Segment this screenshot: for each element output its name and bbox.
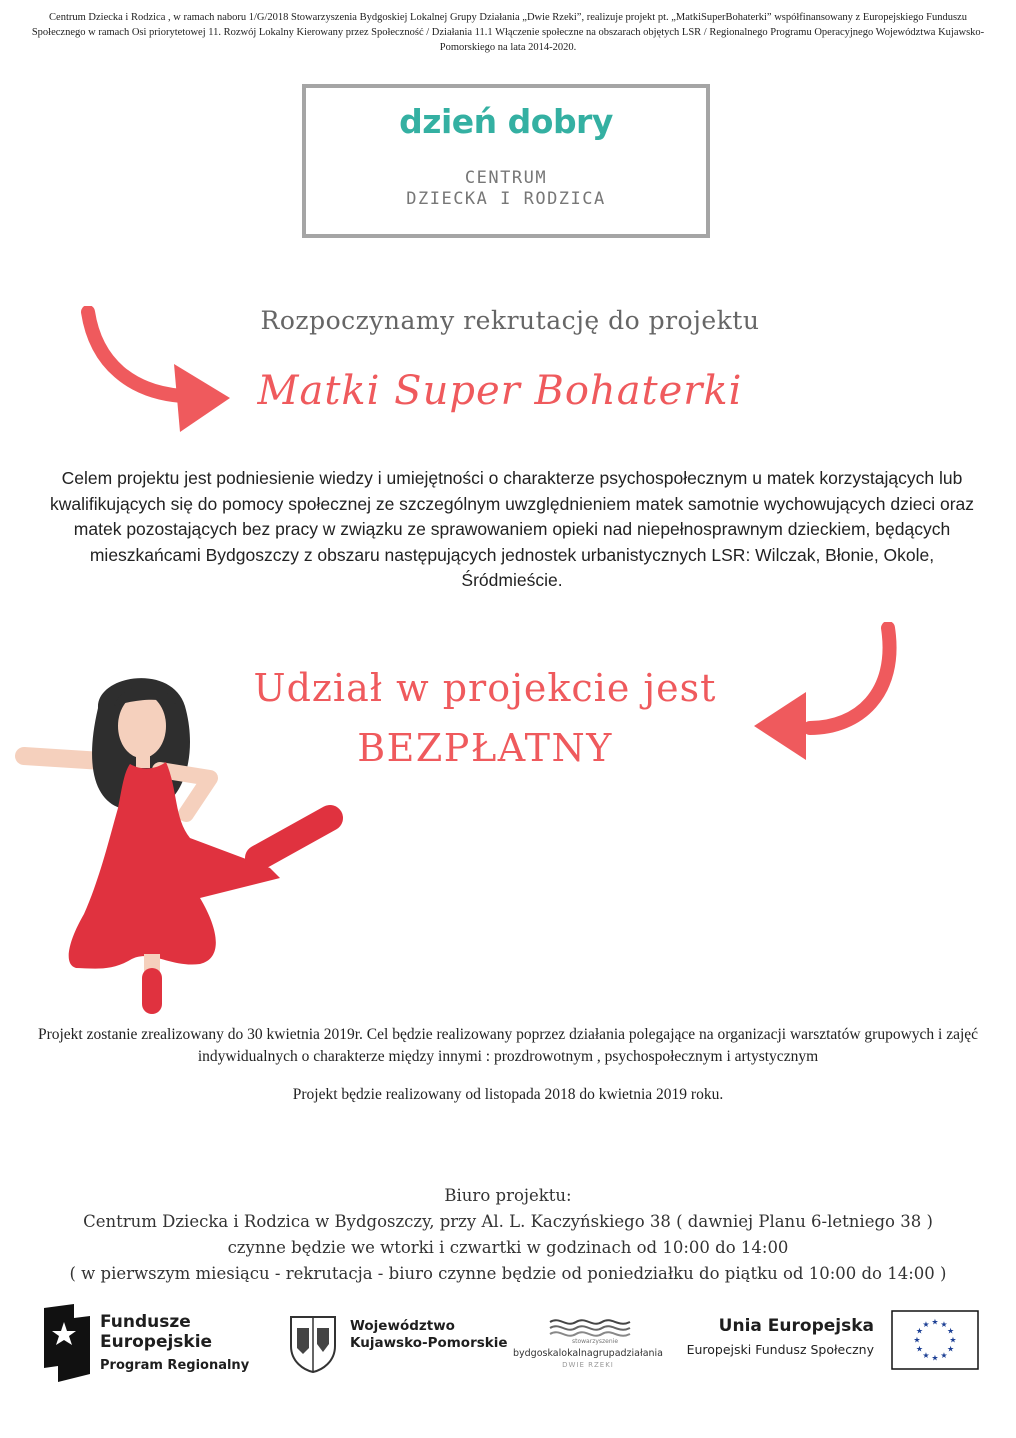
woman-face <box>118 694 166 758</box>
recruitment-intro: Rozpoczynamy rekrutację do projektu <box>260 306 760 335</box>
free-participation-line1: Udział w projekcie jest <box>253 666 717 710</box>
eu-star-icon: ★ <box>931 1353 939 1363</box>
eu-star-icon: ★ <box>949 1335 957 1345</box>
kp-logo-text: Województwo Kujawsko-Pomorskie <box>350 1318 508 1351</box>
eu-star-icon: ★ <box>922 1319 930 1329</box>
logo-sub-line2: DZIECKA I RODZICA <box>406 189 606 209</box>
eu-star-icon: ★ <box>931 1317 939 1327</box>
header-note: Centrum Dziecka i Rodzica , w ramach naboru 1/G/2018 Stowarzyszenia Bydgoskiej Lokalnej Grupy Działania „Dwie Rzeki”, realizuje projekt pt. „MatkiSuperBohaterki” współfinansowany z Europejskiego Funduszu Społecznego w ramach Osi priorytetowej 11. Rozwój Lokalny Kierowany przez Społeczność / Działania 11.1 Włączenie społeczne na obszarach objętych LSR / Regionalnego Programu Operacyjnego Województwa Kujawsko-Pomorskiego na lata 2014-2020. <box>31 12 985 53</box>
ue-logo-title: Unia Europejska <box>718 1316 874 1336</box>
eu-star-icon: ★ <box>915 1326 923 1336</box>
lgd-sub-text: DWIE RZEKI <box>562 1361 614 1369</box>
woman-standing-leg <box>142 968 162 1014</box>
realization-info: Projekt zostanie zrealizowany do 30 kwietnia 2019r. Cel będzie realizowany poprzez działania polegające na organizacji warsztatów grupowych i zajęć indywidualnych o charakterze między innymi : prozdrowotnym , psychospołecznym i artystycznym <box>37 1026 979 1065</box>
eu-star-icon: ★ <box>940 1351 948 1361</box>
office-recruitment-hours: ( w pierwszym miesiącu - rekrutacja - biuro czynne będzie od poniedziałku do piątku od 10:00 do 14:00 ) <box>69 1264 947 1283</box>
lgd-name-text: bydgoskalokalnagrupadziałania <box>512 1348 663 1359</box>
project-name: Matki Super Bohaterki <box>257 368 743 414</box>
eu-star-icon: ★ <box>915 1344 923 1354</box>
woman-kicking-leg <box>258 818 330 858</box>
dancing-woman-illustration <box>10 668 350 1020</box>
eu-star-icon: ★ <box>922 1351 930 1361</box>
project-description: Celem projektu jest podniesienie wiedzy i umiejętności o charakterze psychospołecznym u matek korzystających lub kwalifikujących się do pomocy społecznej ze szczególnym uwzględnieniem matek samotnie wychowujących dzieci oraz matek pozostających bez pracy w związku ze sprawowaniem opieki nad niepełnosprawnym dzieckiem, będących mieszkańcami Bydgoszczy z obszaru następujących jednostek urbanistycznych LSR: Wilczak, Błonie, Okole, Śródmieście. <box>49 468 975 590</box>
eu-star-icon: ★ <box>947 1344 955 1354</box>
funders-logos-bar <box>0 1296 1016 1396</box>
kp-coat-of-arms-icon <box>288 1314 338 1374</box>
eu-star-icon: ★ <box>947 1326 955 1336</box>
lgd-small-text: stowarzyszenie <box>572 1338 619 1345</box>
logo-sub-line1: CENTRUM <box>464 168 548 188</box>
office-address: Centrum Dziecka i Rodzica w Bydgoszczy, przy Al. L. Kaczyńskiego 38 ( dawniej Planu 6-letniego 38 ) <box>83 1212 933 1231</box>
free-participation-line2: BEZPŁATNY <box>357 726 613 770</box>
office-title: Biuro projektu: <box>444 1186 572 1205</box>
project-office <box>8 1183 1008 1287</box>
fe-star-logo-icon <box>44 1304 90 1382</box>
eu-star-icon: ★ <box>940 1319 948 1329</box>
eu-flag-icon <box>891 1310 979 1370</box>
office-hours: czynne będzie we wtorki i czwartki w godzinach od 10:00 do 14:00 <box>227 1238 789 1257</box>
project-period: Projekt będzie realizowany od listopada 2018 do kwietnia 2019 roku. <box>292 1086 724 1103</box>
eu-star-icon: ★ <box>913 1335 921 1345</box>
fe-logo-text: Fundusze Europejskie <box>100 1312 213 1352</box>
curved-arrow-left-icon <box>748 622 906 766</box>
centrum-logo <box>302 84 710 238</box>
logo-main-text: dzień dobry <box>399 102 613 141</box>
lgd-wave-logo-icon <box>548 1316 632 1338</box>
logo-sub-text <box>306 168 706 210</box>
ue-logo-subtitle: Europejski Fundusz Społeczny <box>686 1342 874 1357</box>
fe-logo-subtext: Program Regionalny <box>100 1358 250 1373</box>
